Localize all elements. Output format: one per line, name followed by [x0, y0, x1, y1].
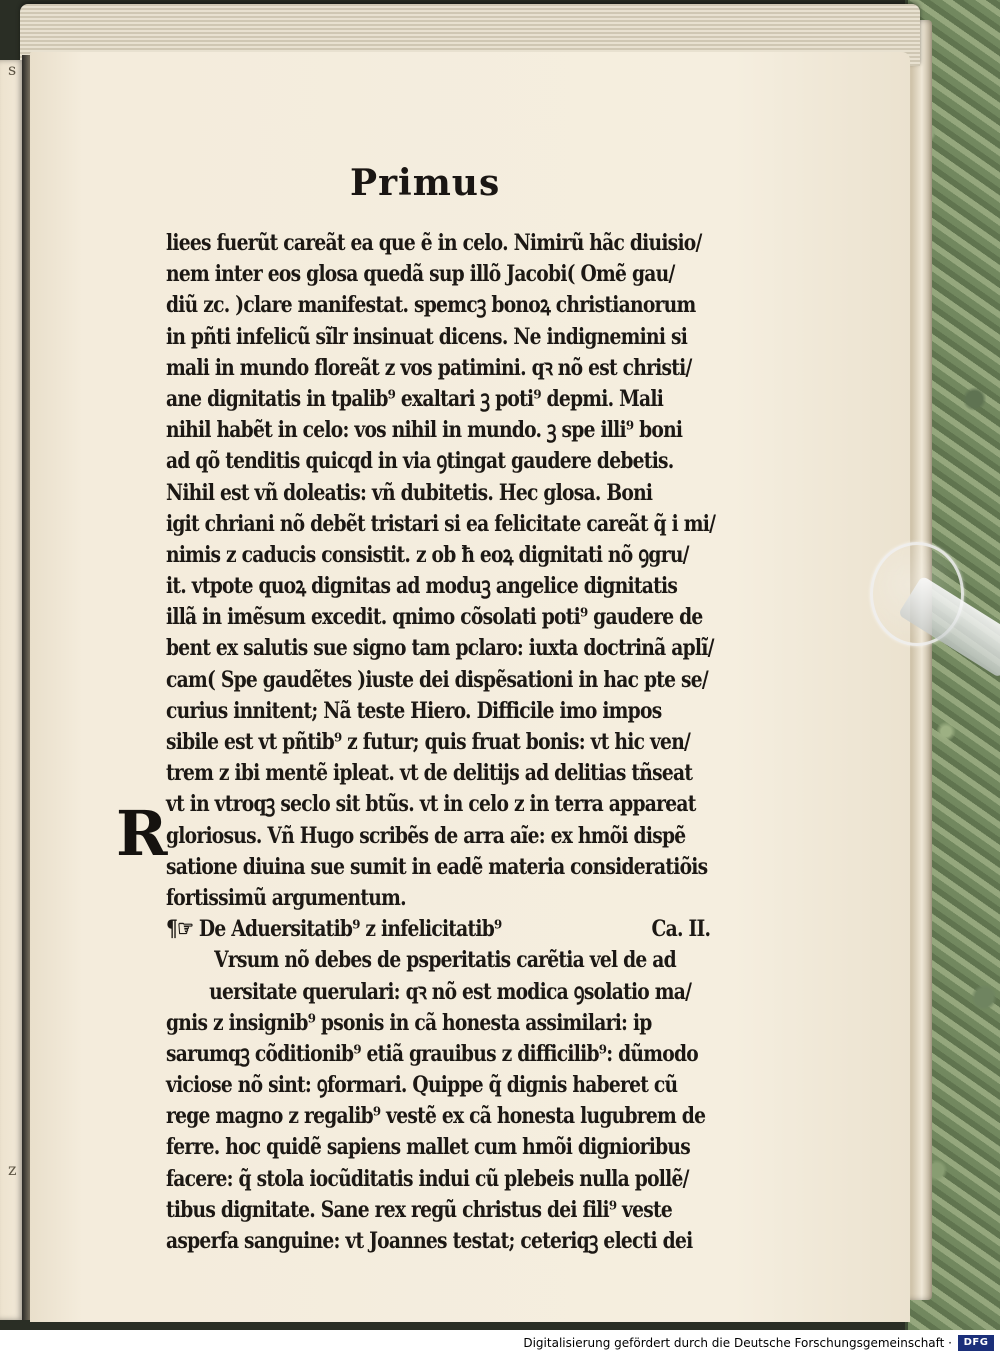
text-line: Vrsum nõ debes de psperitatis carẽtia vel de ad: [214, 947, 676, 974]
text-line: sarumqꝫ cõditionib⁹ etiã grauibus z difficilib⁹: dũmodo: [166, 1040, 698, 1067]
chapter-number: Ca. II.: [651, 916, 711, 943]
text-line: ane dignitatis in tpalib⁹ exaltari ꝫ poti⁹ depmi. Mali: [166, 385, 664, 412]
text-line: diũ zc. )clare manifestat. spemcꝫ bonoꝝ christianorum: [166, 292, 696, 319]
text-line: cam( Spe gaudẽtes )iuste dei dispẽsationi in hac pte se/: [166, 666, 709, 693]
footer-bar: [0, 1330, 1000, 1358]
running-head: Primus: [350, 162, 501, 204]
text-line: ad qõ tenditis quicqd in via ꝯtingat gaudere debetis.: [166, 448, 674, 475]
text-line: bent ex salutis sue signo tam pclaro: iuxta doctrinã aplĩ/: [166, 635, 714, 662]
text-block: [166, 228, 766, 1257]
chapter-heading: [166, 914, 711, 945]
text-line: fortissimũ argumentum.: [166, 884, 406, 911]
text-line: satione diuina sue sumit in eadẽ materia consideratiõis: [166, 853, 708, 880]
text-line: vt in vtroqꝫ seclo sit btũs. vt in celo z in terra appareat: [166, 791, 696, 818]
text-line: uersitate querulari: qꝛ nõ est modica ꝯsolatio ma/: [209, 978, 692, 1005]
text-line: viciose nõ sint: ꝯformari. Quippe q̃ dignis haberet cũ: [166, 1072, 678, 1099]
chapter-title: De Aduersitatib⁹ z infelicitatib⁹: [198, 916, 502, 943]
text-line: igit chriani nõ debẽt tristari si ea felicitate careãt q̃ i mi/: [166, 510, 716, 537]
page-clip: [870, 542, 1000, 670]
text-line: it. vtpote quoꝝ dignitas ad moduꝫ angelice dignitatis: [166, 573, 678, 600]
text-line: liees fuerũt careãt ea que ẽ in celo. Nimirũ hãc diuisio/: [166, 230, 702, 256]
pilcrow-hand-icon: ¶☞: [166, 916, 199, 943]
left-page-mark: s: [8, 60, 17, 79]
text-line: illã in imẽsum excedit. qnimo cõsolati poti⁹ gaudere de: [166, 604, 703, 631]
dfg-logo[interactable]: DFG: [958, 1335, 994, 1351]
initial-capital: R: [116, 797, 168, 870]
text-line: tibus dignitate. Sane rex regũ christus dei fili⁹ veste: [166, 1196, 673, 1223]
text-line: trem z ibi mentẽ ipleat. vt de delitijs ad delitias tñseat: [166, 760, 693, 787]
text-line: nimis z caducis consistit. z ob ħ eoꝝ dignitati nõ ꝯgru/: [166, 541, 689, 568]
text-line: facere: q̃ stola iocũditatis indui cũ plebeis nulla pollẽ/: [166, 1165, 689, 1192]
left-page-mark: z: [8, 1160, 17, 1179]
text-line: gloriosus. Vñ Hugo scribẽs de arra aĩe: ex hmõi dispẽ: [166, 822, 686, 849]
text-line: ferre. hoc quidẽ sapiens mallet cum hmõi dignioribus: [166, 1134, 691, 1161]
text-line: asperfa sanguine: vt Joannes testat; ceteriqꝫ electi dei: [166, 1228, 693, 1254]
text-line: in pñti infelicũ sĩlr insinuat dicens. Ne indignemini si: [166, 323, 688, 350]
text-line: nihil habẽt in celo: vos nihil in mundo. ꝫ spe illi⁹ boni: [166, 417, 683, 444]
text-line: gnis z insignib⁹ psonis in cã honesta assimilari: ip: [166, 1009, 652, 1036]
text-line: Nihil est vñ doleatis: vñ dubitetis. Hec glosa. Boni: [166, 479, 653, 506]
text-line: sibile est vt pñtib⁹ z futur; quis fruat bonis: vt hic ven/: [166, 729, 691, 755]
text-line: rege magno z regalib⁹ vestẽ ex cã honesta lugubrem de: [166, 1103, 706, 1130]
text-line: mali in mundo floreãt z vos patimini. qꝛ nõ est christi/: [166, 354, 692, 381]
funding-credit: Digitalisierung gefördert durch die Deutsche Forschungsgemeinschaft ·: [523, 1336, 952, 1350]
book-page: [30, 52, 910, 1322]
text-line: nem inter eos glosa quedã sup illõ Jacobi( Omẽ gau/: [166, 261, 675, 288]
text-line: curius innitent; Nã teste Hiero. Difficile imo impos: [166, 697, 662, 724]
left-page-edge: [0, 60, 24, 1320]
